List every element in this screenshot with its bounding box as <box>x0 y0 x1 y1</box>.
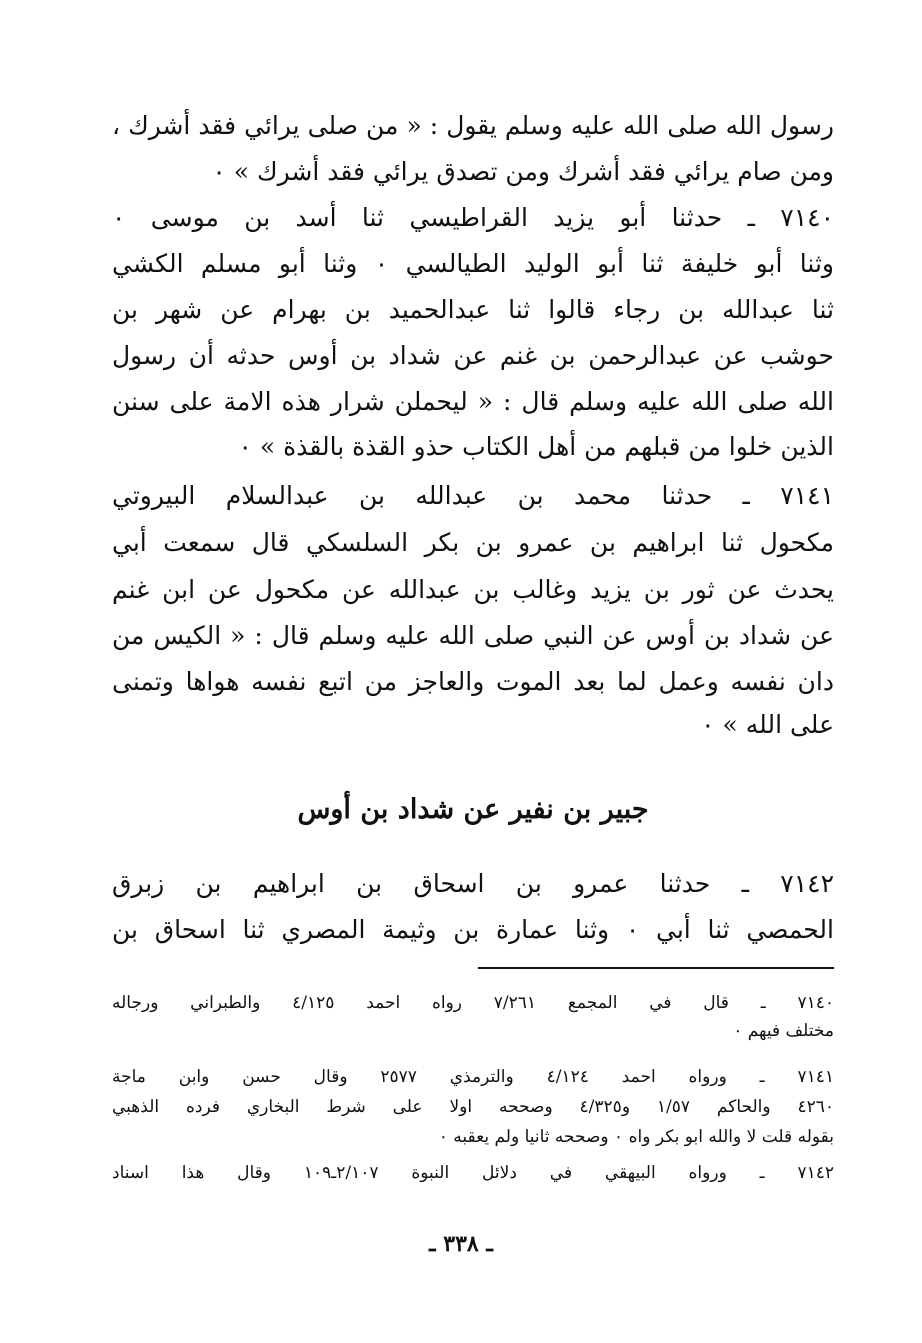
footnote-line: ٧١٤٢ ـ ورواه البيهقي في دلائل النبوة ٢/١٠٧ـ١٠٩ وقال هذا اسناد <box>112 1163 834 1183</box>
text-line: حوشب عن عبدالرحمن بن غنم عن شداد بن أوس حدثه أن رسول <box>112 341 834 370</box>
text-line: دان نفسه وعمل لما بعد الموت والعاجز من اتبع نفسه هواها وتمنى <box>112 667 834 696</box>
text-line: رسول الله صلى الله عليه وسلم يقول : « من صلى يرائي فقد أشرك ، <box>112 111 834 140</box>
footnote-line: ٧١٤١ ـ ورواه احمد ٤/١٢٤ والترمذي ٢٥٧٧ وقال حسن وابن ماجة <box>112 1067 834 1087</box>
text-line: ٧١٤١ ـ حدثنا محمد بن عبدالله بن عبدالسلام البيروتي <box>112 481 834 510</box>
text-line: ٧١٤٠ ـ حدثنا أبو يزيد القراطيسي ثنا أسد بن موسى ٠ <box>112 203 834 232</box>
text-line: الله صلى الله عليه وسلم قال : « ليحملن شرار هذه الامة على سنن <box>112 387 834 416</box>
footnote-line: مختلف فيهم ٠ <box>733 1021 834 1041</box>
text-line: ثنا عبدالله بن رجاء قالوا ثنا عبدالحميد بن بهرام عن شهر بن <box>112 295 834 324</box>
footnote-line: بقوله قلت لا والله ابو بكر واه ٠ وصححه ثانيا ولم يعقبه ٠ <box>438 1127 834 1147</box>
text-line: مكحول ثنا ابراهيم بن عمرو بن بكر السلسكي قال سمعت أبي <box>112 528 834 557</box>
footnote-separator <box>478 967 834 969</box>
section-heading: جبير بن نفير عن شداد بن أوس <box>297 794 649 825</box>
footnote-line: ٤٢٦٠ والحاكم ١/٥٧ و٤/٣٢٥ وصححه اولا على شرط البخاري فرده الذهبي <box>112 1097 834 1117</box>
text-line: وثنا أبو خليفة ثنا أبو الوليد الطيالسي ٠ وثنا أبو مسلم الكشي <box>112 249 834 278</box>
text-line: الحمصي ثنا أبي ٠ وثنا عمارة بن وثيمة المصري ثنا اسحاق بن <box>112 915 834 944</box>
text-line: ومن صام يرائي فقد أشرك ومن تصدق يرائي فقد أشرك » ٠ <box>212 157 834 186</box>
text-line: على الله » ٠ <box>701 710 834 739</box>
text-line: ٧١٤٢ ـ حدثنا عمرو بن اسحاق بن ابراهيم بن زبرق <box>112 869 834 898</box>
text-line: عن شداد بن أوس عن النبي صلى الله عليه وسلم قال : « الكيس من <box>112 621 834 650</box>
text-line: الذين خلوا من قبلهم من أهل الكتاب حذو القذة بالقذة » ٠ <box>238 432 834 461</box>
page-number: ـ ٣٣٨ ـ <box>429 1231 493 1257</box>
text-line: يحدث عن ثور بن يزيد وغالب بن عبدالله عن مكحول عن ابن غنم <box>112 575 834 604</box>
footnote-line: ٧١٤٠ ـ قال في المجمع ٧/٢٦١ رواه احمد ٤/١٢٥ والطبراني ورجاله <box>112 993 834 1013</box>
